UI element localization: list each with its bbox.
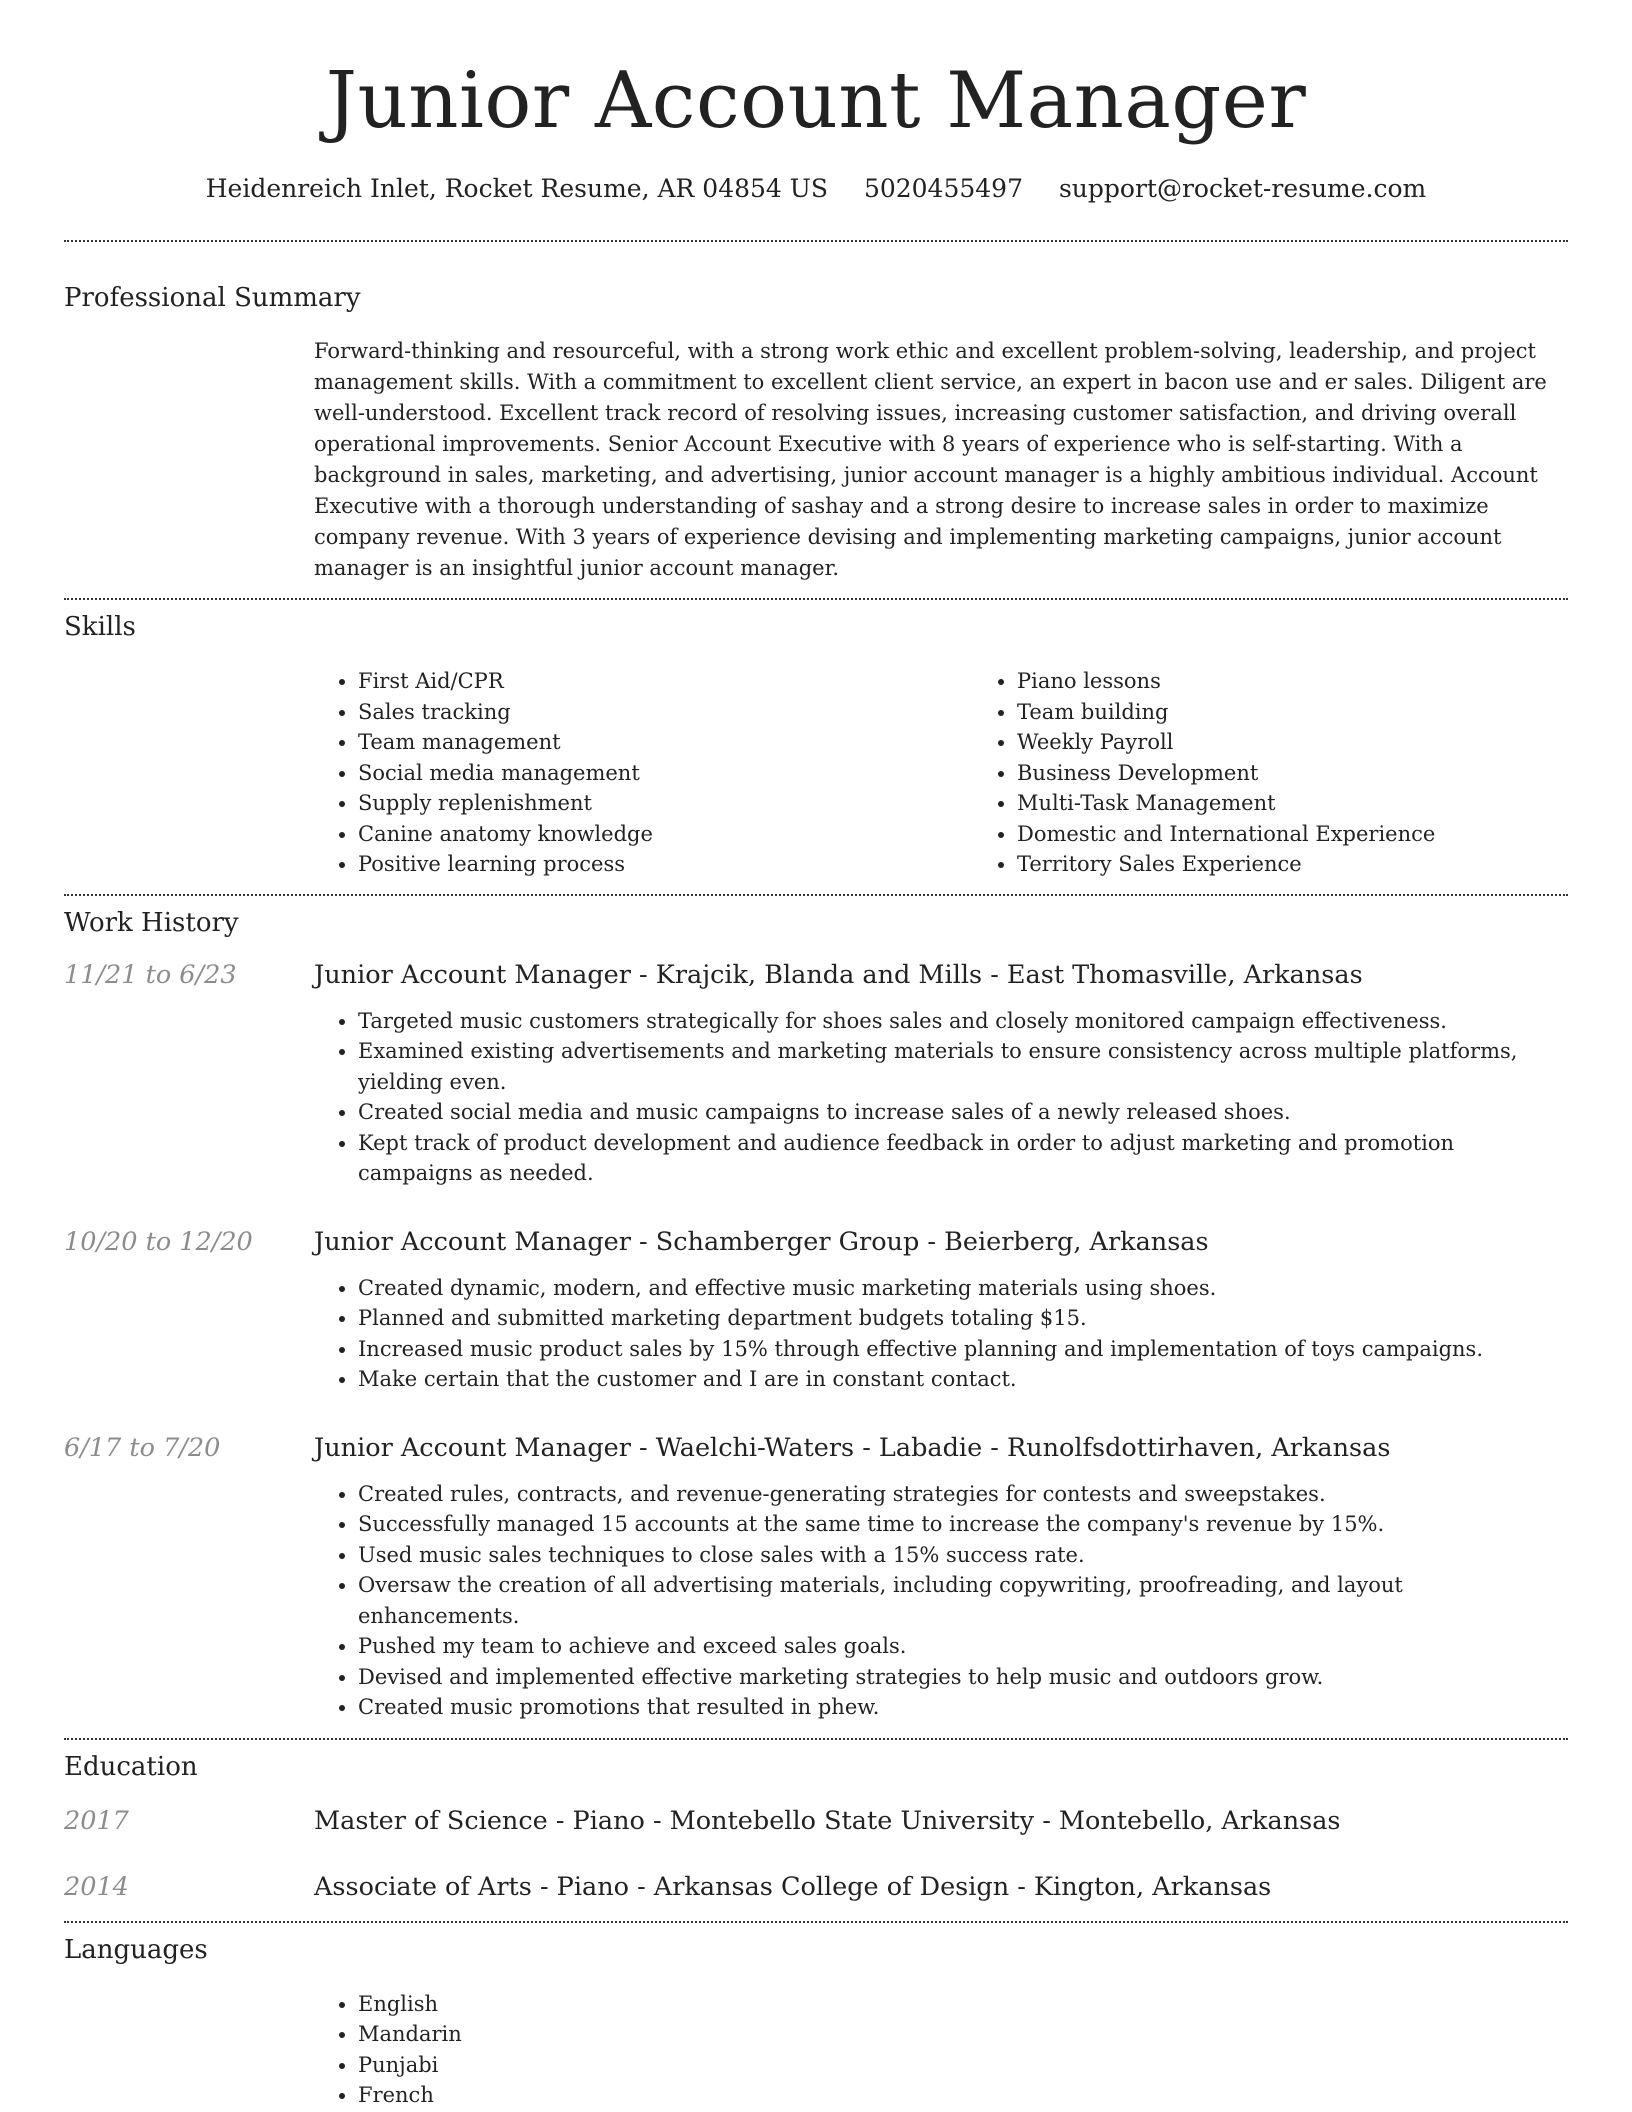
- section-title-languages: Languages: [64, 1934, 208, 1965]
- job-bullet: • Used music sales techniques to close sales with a 15% success rate.: [358, 1540, 1568, 1571]
- job-entry: [64, 960, 1568, 1189]
- skill-item: • Team building: [1017, 697, 1632, 728]
- section-divider: [64, 1738, 1568, 1740]
- skill-item: • Canine anatomy knowledge: [358, 819, 973, 850]
- education-entry: [64, 1806, 1568, 1837]
- job-bullet: • Created social media and music campaigns to increase sales of a newly released shoes.: [358, 1097, 1568, 1128]
- section-title-skills: Skills: [64, 612, 136, 642]
- summary-content: [314, 336, 1568, 584]
- language-item: • Mandarin: [358, 2019, 1568, 2050]
- job-content: [314, 1227, 1568, 1395]
- education-content: [314, 1872, 1568, 1903]
- job-bullet: • Increased music product sales by 15% through effective planning and implementation of toys campaigns.: [358, 1334, 1568, 1365]
- job-entry: [64, 1433, 1568, 1723]
- job-bullet: • Examined existing advertisements and marketing materials to ensure consistency across multiple platforms, yielding even.: [358, 1036, 1568, 1097]
- job-dates: 11/21 to 6/23: [64, 959, 237, 990]
- job-bullet: • Planned and submitted marketing department budgets totaling $15.: [358, 1303, 1568, 1334]
- job-dates: 10/20 to 12/20: [64, 1226, 253, 1257]
- job-bullet: • Devised and implemented effective marketing strategies to help music and outdoors grow.: [358, 1662, 1568, 1693]
- job-content: [314, 960, 1568, 1189]
- job-dates: 6/17 to 7/20: [64, 1432, 221, 1463]
- language-item: • Punjabi: [358, 2050, 1568, 2081]
- resume-name: Junior Account Manager: [325, 56, 1307, 146]
- skill-item: • Multi-Task Management: [1017, 788, 1632, 819]
- education-heading: Master of Science - Piano - Montebello State University - Montebello, Arkansas: [314, 1805, 1341, 1836]
- contact-line: [64, 174, 1568, 203]
- contact-address: Heidenreich Inlet, Rocket Resume, AR 04854 US: [205, 174, 828, 203]
- skills-list-left: [314, 666, 973, 880]
- skill-item: • Sales tracking: [358, 697, 973, 728]
- skill-item: • Territory Sales Experience: [1017, 849, 1632, 880]
- section-title-work: Work History: [64, 907, 239, 938]
- job-bullets: [314, 1006, 1568, 1189]
- language-item: • French: [358, 2080, 1568, 2111]
- job-bullet: • Make certain that the customer and I are in constant contact.: [358, 1364, 1568, 1395]
- job-bullet: • Created rules, contracts, and revenue-generating strategies for contests and sweepstakes.: [358, 1479, 1568, 1510]
- education-year: 2014: [64, 1872, 129, 1903]
- education-content: [314, 1806, 1568, 1837]
- job-bullet: • Kept track of product development and audience feedback in order to adjust marketing and promotion campaigns as needed.: [358, 1128, 1568, 1189]
- skills-list-right: [973, 666, 1632, 880]
- job-bullets: [314, 1479, 1568, 1723]
- job-heading: Junior Account Manager - Krajcik, Blanda and Mills - East Thomasville, Arkansas: [314, 959, 1363, 990]
- skills-row: [64, 666, 1568, 880]
- languages-content: [314, 1989, 1568, 2111]
- job-bullet: • Created dynamic, modern, and effective music marketing materials using shoes.: [358, 1273, 1568, 1304]
- skill-item: • Business Development: [1017, 758, 1632, 789]
- skills-spacer: [64, 666, 314, 880]
- summary-text: Forward-thinking and resourceful, with a strong work ethic and excellent problem-solving, leadership, and project management skills. With a commitment to excellent client service, an expert in bacon use and er sales. Diligent are well-understood. Excellent track record of resolving issues, increasing customer satisfaction, and driving overall operational improvements. Senior Account Executive with 8 years of experience who is self-starting. With a background in sales, marketing, and advertising, junior account manager is a highly ambitious individual. Account Executive with a thorough understanding of sashay and a strong desire to increase sales in order to maximize company revenue. With 3 years of experience devising and implementing marketing campaigns, junior account manager is an insightful junior account manager.: [314, 339, 1547, 580]
- education-year: 2017: [64, 1805, 129, 1836]
- job-entry: [64, 1227, 1568, 1395]
- skill-item: • Social media management: [358, 758, 973, 789]
- section-divider: [64, 894, 1568, 896]
- education-heading: Associate of Arts - Piano - Arkansas College of Design - Kington, Arkansas: [314, 1872, 1272, 1903]
- section-title-education: Education: [64, 1751, 198, 1782]
- summary-row: [64, 336, 1568, 584]
- section-divider: [64, 1921, 1568, 1923]
- job-heading: Junior Account Manager - Waelchi-Waters - Labadie - Runolfsdottirhaven, Arkansas: [314, 1432, 1391, 1463]
- section-title-summary: Professional Summary: [64, 283, 361, 313]
- languages-list: [314, 1989, 1568, 2111]
- job-heading: Junior Account Manager - Schamberger Group - Beierberg, Arkansas: [314, 1226, 1209, 1257]
- job-bullet: • Successfully managed 15 accounts at the same time to increase the company's revenue by 15%.: [358, 1509, 1568, 1540]
- summary-spacer: [64, 336, 314, 584]
- language-item: • English: [358, 1989, 1568, 2020]
- job-bullet: • Oversaw the creation of all advertising materials, including copywriting, proofreading, and layout enhancements.: [358, 1570, 1568, 1631]
- section-divider: [64, 240, 1568, 242]
- job-bullet: • Targeted music customers strategically for shoes sales and closely monitored campaign effectiveness.: [358, 1006, 1568, 1037]
- job-bullet: • Pushed my team to achieve and exceed sales goals.: [358, 1631, 1568, 1662]
- skill-item: • First Aid/CPR: [358, 666, 973, 697]
- contact-email: support@rocket-resume.com: [1058, 174, 1427, 203]
- job-content: [314, 1433, 1568, 1723]
- skills-columns: [314, 666, 1632, 880]
- education-entry: [64, 1872, 1568, 1903]
- skill-item: • Positive learning process: [358, 849, 973, 880]
- skill-item: • Domestic and International Experience: [1017, 819, 1632, 850]
- skill-item: • Team management: [358, 727, 973, 758]
- skill-item: • Weekly Payroll: [1017, 727, 1632, 758]
- languages-spacer: [64, 1989, 314, 2111]
- skill-item: • Piano lessons: [1017, 666, 1632, 697]
- section-divider: [64, 598, 1568, 600]
- job-bullets: [314, 1273, 1568, 1395]
- job-bullet: • Created music promotions that resulted in phew.: [358, 1692, 1568, 1723]
- languages-row: [64, 1989, 1568, 2111]
- skill-item: • Supply replenishment: [358, 788, 973, 819]
- contact-phone: 5020455497: [863, 174, 1023, 203]
